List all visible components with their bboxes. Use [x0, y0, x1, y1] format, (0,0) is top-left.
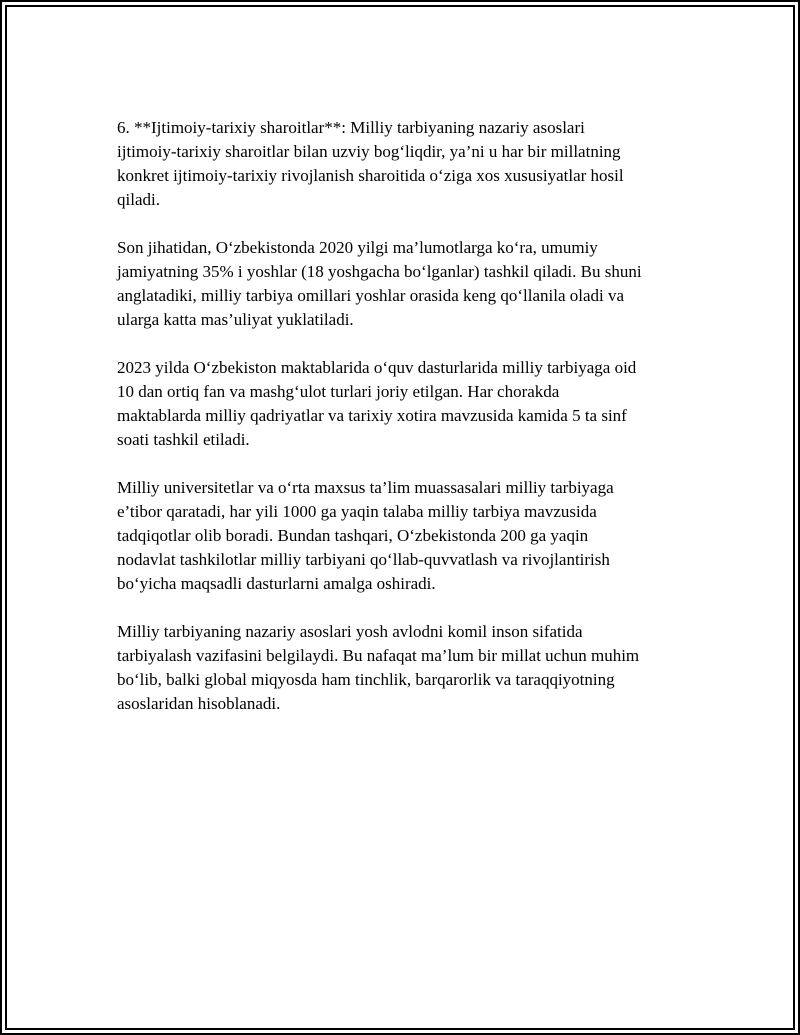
paragraph-conclusion: Milliy tarbiyaning nazariy asoslari yosh avlodni komil inson sifatida tarbiyalash vazifasini belgilaydi. Bu nafaqat ma’lum bir millat uchun muhim bo‘lib, balki global miqyosda ham tinchlik, barqarorlik va taraqqiyotning asoslaridan hisoblanadi.: [117, 622, 640, 713]
paragraph-social-historical-conditions: 6. **Ijtimoiy-tarixiy sharoitlar**: Milliy tarbiyaning nazariy asoslari ijtimoiy-tarixiy sharoitlar bilan uzviy bog‘liqdir, ya’ni u har bir millatning konkret ijtimoiy-tarixiy rivojlanish sharoitida o‘ziga xos xususiyatlar hosil qiladi.: [117, 118, 624, 209]
paragraph-school-programs: 2023 yilda O‘zbekiston maktablarida o‘quv dasturlarida milliy tarbiyaga oid 10 dan ortiq fan va mashg‘ulot turlari joriy etilgan. Har chorakda maktablarda milliy qadriyatlar va tarixiy xotira mavzusida kamida 5 ta sinf soati tashkil etiladi.: [117, 358, 637, 449]
paragraph-youth-statistics: Son jihatidan, O‘zbekistonda 2020 yilgi ma’lumotlarga ko‘ra, umumiy jamiyatning 35% i yoshlar (18 yoshgacha bo‘lganlar) tashkil qiladi. Bu shuni anglatadiki, milliy tarbiya omillari yoshlar orasida keng qo‘llanila oladi va ularga katta mas’uliyat yuklatiladi.: [117, 238, 642, 329]
paragraph-universities-and-organizations: Milliy universitetlar va o‘rta maxsus ta’lim muassasalari milliy tarbiyaga e’tibor qaratadi, har yili 1000 ga yaqin talaba milliy tarbiya mavzusida tadqiqotlar olib boradi. Bundan tashqari, O‘zbekistonda 200 ga yaqin nodavlat tashkilotlar milliy tarbiyani qo‘llab-quvvatlash va rivojlantirish bo‘yicha maqsadli dasturlarni amalga oshiradi.: [117, 478, 614, 593]
document-body: [117, 116, 692, 740]
